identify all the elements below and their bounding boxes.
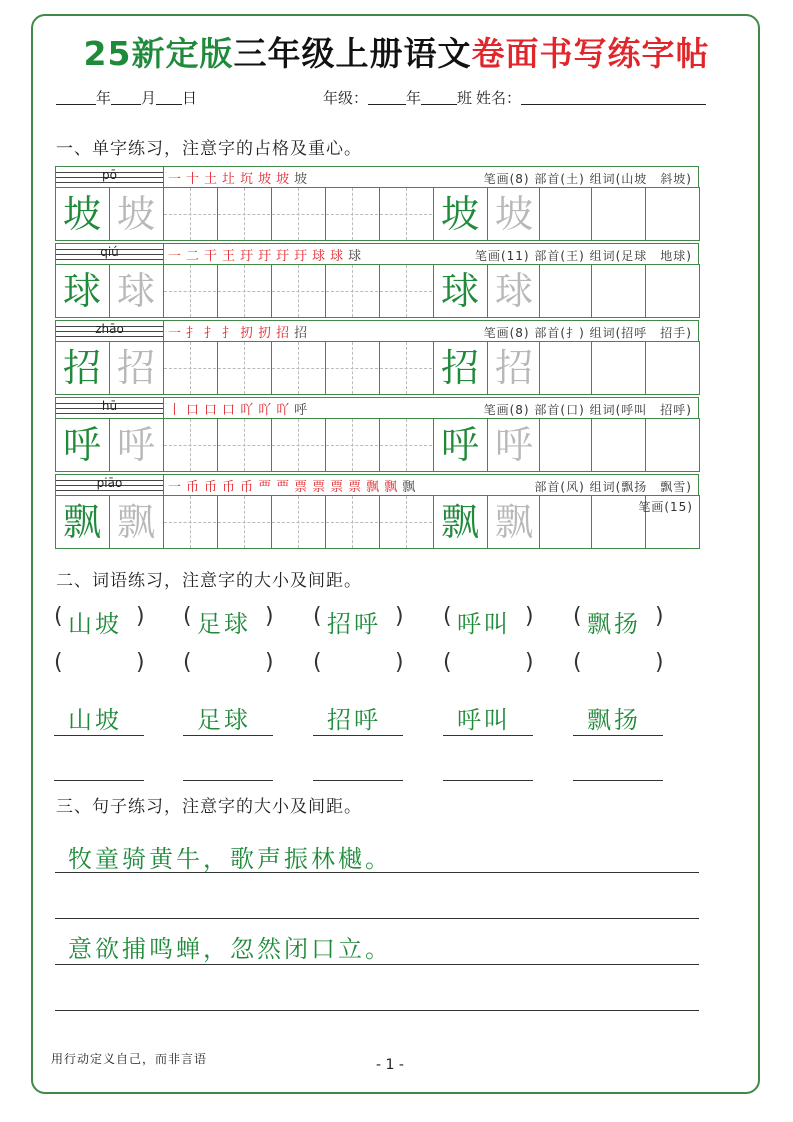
word-list: 组词(呼叫 招呼) <box>589 403 692 417</box>
practice-cell[interactable] <box>109 264 164 318</box>
practice-cell[interactable] <box>55 264 110 318</box>
sentence-1: 牧童骑黄牛，歌声振林樾。 <box>68 845 392 873</box>
stroke-order <box>168 245 366 264</box>
stroke-step: 招 <box>276 326 295 341</box>
date-field: 年 月 日 <box>56 87 197 108</box>
practice-cell[interactable] <box>379 495 434 549</box>
practice-cell[interactable] <box>591 418 646 472</box>
practice-cell[interactable] <box>433 187 488 241</box>
stroke-step: 十 <box>186 172 205 187</box>
practice-cell[interactable] <box>271 187 326 241</box>
year-blank[interactable] <box>56 90 96 105</box>
practice-cells <box>55 495 699 549</box>
stroke-step: 币 <box>186 480 205 495</box>
stroke-order <box>168 476 420 495</box>
word-copy: 足球 <box>197 706 251 734</box>
pinyin-box <box>56 167 164 187</box>
pinyin: piāo <box>96 476 123 490</box>
stroke-step: 坈 <box>240 172 259 187</box>
stroke-count: 笔画(15) <box>638 500 693 514</box>
practice-cell[interactable] <box>109 187 164 241</box>
stroke-step: 币 <box>222 480 241 495</box>
pinyin: qiú <box>100 245 119 259</box>
trace-char: 飘 <box>494 500 533 544</box>
section-2-heading: 二、词语练习，注意字的大小及间距。 <box>56 571 362 591</box>
practice-cell[interactable] <box>487 418 540 472</box>
practice-cell[interactable] <box>271 341 326 395</box>
paren-open: ( <box>183 604 192 629</box>
radical: 部首(扌) <box>534 326 585 340</box>
stroke-order <box>168 322 312 341</box>
paren-close: ) <box>136 604 145 629</box>
stroke-step: 扨 <box>258 326 277 341</box>
practice-cell[interactable] <box>379 341 434 395</box>
paren-open: ( <box>313 604 322 629</box>
stroke-step: 覀 <box>276 480 295 495</box>
stroke-step: 票 <box>348 480 367 495</box>
practice-cell[interactable] <box>325 418 380 472</box>
paren-close[interactable]: ) <box>136 650 145 675</box>
sentence-2: 意欲捕鸣蝉，忽然闭口立。 <box>68 935 392 963</box>
stroke-order <box>168 399 312 418</box>
practice-cell[interactable] <box>217 341 272 395</box>
practice-cell[interactable] <box>217 187 272 241</box>
model-char: 坡 <box>62 192 101 236</box>
pinyin: zhāo <box>95 322 124 336</box>
stroke-step: 吖 <box>276 403 295 418</box>
stroke-step: 二 <box>186 249 205 264</box>
practice-cells <box>55 341 699 395</box>
pinyin: hū <box>101 399 118 413</box>
trace-char: 招 <box>494 346 533 390</box>
stroke-step: 坡 <box>258 172 277 187</box>
practice-cell[interactable] <box>591 187 646 241</box>
footer-motto: 用行动定义自己，而非言语 <box>51 1052 208 1066</box>
stroke-count: 笔画(8) <box>483 403 530 417</box>
trace-char: 坡 <box>494 192 533 236</box>
word-line[interactable] <box>443 780 533 781</box>
stroke-step: 飘 <box>366 480 385 495</box>
practice-cell[interactable] <box>325 341 380 395</box>
sentence-line[interactable] <box>55 1010 699 1011</box>
grade-field: 年级： 年 班 姓名： <box>323 87 706 108</box>
char-row-header <box>55 243 699 265</box>
word-copy: 招呼 <box>327 706 381 734</box>
paren-close[interactable]: ) <box>655 650 664 675</box>
word-line[interactable] <box>573 735 663 736</box>
paren-open: ( <box>443 650 452 675</box>
stroke-step: 币 <box>240 480 259 495</box>
trace-char: 飘 <box>116 500 155 544</box>
practice-cell[interactable] <box>55 341 110 395</box>
practice-cell[interactable] <box>109 495 164 549</box>
practice-cell[interactable] <box>217 264 272 318</box>
practice-cell[interactable] <box>163 418 218 472</box>
stroke-step: 口 <box>186 403 205 418</box>
stroke-count: 笔画(11) <box>474 249 530 263</box>
practice-cells <box>55 264 699 318</box>
practice-cell[interactable] <box>109 341 164 395</box>
stroke-step: 扌 <box>186 326 205 341</box>
name-blank[interactable] <box>521 90 706 105</box>
stroke-step: 玗 <box>258 249 277 264</box>
model-char: 呼 <box>62 423 101 467</box>
practice-cell[interactable] <box>539 187 592 241</box>
section-3-heading: 三、句子练习，注意字的大小及间距。 <box>56 797 362 817</box>
model-char: 球 <box>440 269 479 313</box>
word-line[interactable] <box>54 735 144 736</box>
sentence-line[interactable] <box>55 872 699 873</box>
pinyin-box <box>56 398 164 418</box>
practice-cell[interactable] <box>433 495 488 549</box>
practice-cell[interactable] <box>55 418 110 472</box>
pinyin-box <box>56 244 164 264</box>
practice-cell[interactable] <box>271 264 326 318</box>
stroke-step: 招 <box>294 326 313 341</box>
practice-cell[interactable] <box>645 341 700 395</box>
practice-cell[interactable] <box>55 187 110 241</box>
char-row-header <box>55 474 699 496</box>
sentence-line[interactable] <box>55 918 699 919</box>
stroke-step: 丨 <box>168 403 187 418</box>
char-meta <box>484 401 692 418</box>
stroke-step: 一 <box>168 249 187 264</box>
radical: 部首(口) <box>534 403 585 417</box>
practice-cell[interactable] <box>487 495 540 549</box>
char-meta <box>484 324 692 341</box>
stroke-step: 票 <box>312 480 331 495</box>
model-char: 飘 <box>440 500 479 544</box>
stroke-step: 扨 <box>240 326 259 341</box>
stroke-step: 球 <box>348 249 367 264</box>
char-meta <box>534 478 692 495</box>
practice-cell[interactable] <box>379 187 434 241</box>
trace-char: 球 <box>116 269 155 313</box>
title-subject: 卷面书写练字帖 <box>471 34 710 73</box>
practice-cell[interactable] <box>271 418 326 472</box>
radical: 部首(风) <box>534 480 585 494</box>
char-row-header <box>55 397 699 419</box>
paren-close[interactable]: ) <box>525 650 534 675</box>
char-meta <box>475 247 692 264</box>
stroke-step: 口 <box>204 403 223 418</box>
paren-open: ( <box>54 604 63 629</box>
word-list: 组词(招呼 招手) <box>589 326 692 340</box>
stroke-step: 扌 <box>222 326 241 341</box>
page-number: - 1 - <box>376 1057 404 1073</box>
stroke-step: 一 <box>168 480 187 495</box>
paren-close: ) <box>655 604 664 629</box>
practice-cell[interactable] <box>379 418 434 472</box>
stroke-step: 币 <box>204 480 223 495</box>
word-line[interactable] <box>183 780 273 781</box>
practice-cell[interactable] <box>163 187 218 241</box>
section-1-heading: 一、单字练习，注意字的占格及重心。 <box>56 139 362 159</box>
stroke-step: 土 <box>204 172 223 187</box>
practice-cell[interactable] <box>433 418 488 472</box>
title-edition: 25新定版 <box>83 34 234 73</box>
practice-cell[interactable] <box>325 495 380 549</box>
practice-cell[interactable] <box>487 264 540 318</box>
practice-cell[interactable] <box>109 418 164 472</box>
practice-cell[interactable] <box>217 418 272 472</box>
practice-cell[interactable] <box>539 264 592 318</box>
stroke-order <box>168 168 312 187</box>
paren-close[interactable]: ) <box>265 650 274 675</box>
stroke-step: 圵 <box>222 172 241 187</box>
word-model: 飘扬 <box>587 610 641 638</box>
word-list: 组词(山坡 斜坡) <box>589 172 692 186</box>
trace-char: 招 <box>116 346 155 390</box>
paren-open: ( <box>54 650 63 675</box>
practice-cell[interactable] <box>539 495 592 549</box>
stroke-step: 王 <box>222 249 241 264</box>
practice-cell[interactable] <box>163 495 218 549</box>
trace-char: 球 <box>494 269 533 313</box>
trace-char: 坡 <box>116 192 155 236</box>
stroke-step: 一 <box>168 326 187 341</box>
page-title <box>0 28 793 75</box>
word-line[interactable] <box>313 735 403 736</box>
char-row-header <box>55 166 699 188</box>
stroke-step: 票 <box>330 480 349 495</box>
word-line[interactable] <box>573 780 663 781</box>
stroke-step: 吖 <box>240 403 259 418</box>
practice-cell[interactable] <box>325 264 380 318</box>
practice-cell[interactable] <box>487 187 540 241</box>
paren-open: ( <box>183 650 192 675</box>
practice-cell[interactable] <box>379 264 434 318</box>
practice-cells <box>55 418 699 472</box>
paren-close: ) <box>265 604 274 629</box>
model-char: 飘 <box>62 500 101 544</box>
word-line[interactable] <box>183 735 273 736</box>
word-model: 山坡 <box>68 610 122 638</box>
paren-close: ) <box>395 604 404 629</box>
practice-cell[interactable] <box>539 418 592 472</box>
word-line[interactable] <box>313 780 403 781</box>
radical: 部首(王) <box>534 249 585 263</box>
practice-cells <box>55 187 699 241</box>
practice-cell[interactable] <box>539 341 592 395</box>
model-char: 呼 <box>440 423 479 467</box>
pinyin-box <box>56 475 164 495</box>
stroke-step: 坡 <box>276 172 295 187</box>
stroke-step: 票 <box>294 480 313 495</box>
stroke-step: 一 <box>168 172 187 187</box>
model-char: 招 <box>62 346 101 390</box>
grade-blank[interactable] <box>368 90 406 105</box>
stroke-step: 玗 <box>276 249 295 264</box>
stroke-step: 球 <box>330 249 349 264</box>
stroke-step: 玗 <box>294 249 313 264</box>
stroke-step: 球 <box>312 249 331 264</box>
practice-cell[interactable] <box>591 264 646 318</box>
practice-cell[interactable] <box>163 264 218 318</box>
paren-open: ( <box>573 650 582 675</box>
word-copy: 飘扬 <box>587 706 641 734</box>
paren-close[interactable]: ) <box>395 650 404 675</box>
stroke-step: 玗 <box>240 249 259 264</box>
stroke-count: 笔画(8) <box>483 172 530 186</box>
practice-cell[interactable] <box>325 187 380 241</box>
word-list: 组词(飘扬 飘雪) <box>589 480 692 494</box>
title-grade: 三年级上册语文 <box>233 34 472 73</box>
paren-open: ( <box>573 604 582 629</box>
stroke-step: 吖 <box>258 403 277 418</box>
stroke-step: 覀 <box>258 480 277 495</box>
model-char: 球 <box>62 269 101 313</box>
paren-open: ( <box>443 604 452 629</box>
practice-cell[interactable] <box>433 264 488 318</box>
model-char: 招 <box>440 346 479 390</box>
paren-open: ( <box>313 650 322 675</box>
stroke-step: 飘 <box>402 480 421 495</box>
char-row-header <box>55 320 699 342</box>
practice-cell[interactable] <box>645 264 700 318</box>
word-model: 呼叫 <box>457 610 511 638</box>
word-copy: 呼叫 <box>457 706 511 734</box>
word-list: 组词(足球 地球) <box>589 249 692 263</box>
practice-cell[interactable] <box>55 495 110 549</box>
practice-cell[interactable] <box>645 418 700 472</box>
practice-cell[interactable] <box>163 341 218 395</box>
practice-cell[interactable] <box>591 341 646 395</box>
stroke-step: 干 <box>204 249 223 264</box>
stroke-step: 飘 <box>384 480 403 495</box>
practice-cell[interactable] <box>645 187 700 241</box>
paren-close: ) <box>525 604 534 629</box>
day-blank[interactable] <box>156 90 182 105</box>
word-copy: 山坡 <box>68 706 122 734</box>
stroke-step: 呼 <box>294 403 313 418</box>
practice-cell[interactable] <box>271 495 326 549</box>
word-line[interactable] <box>443 735 533 736</box>
pinyin-box <box>56 321 164 341</box>
trace-char: 呼 <box>494 423 533 467</box>
trace-char: 呼 <box>116 423 155 467</box>
practice-cell[interactable] <box>487 341 540 395</box>
practice-cell[interactable] <box>433 341 488 395</box>
word-line[interactable] <box>54 780 144 781</box>
stroke-step: 扌 <box>204 326 223 341</box>
radical: 部首(土) <box>534 172 585 186</box>
stroke-step: 口 <box>222 403 241 418</box>
pinyin: pō <box>102 168 117 182</box>
word-model: 足球 <box>197 610 251 638</box>
practice-cell[interactable] <box>217 495 272 549</box>
word-model: 招呼 <box>327 610 381 638</box>
month-blank[interactable] <box>111 90 141 105</box>
stroke-step: 坡 <box>294 172 313 187</box>
char-meta <box>484 170 692 187</box>
sentence-line[interactable] <box>55 964 699 965</box>
stroke-count: 笔画(8) <box>483 326 530 340</box>
model-char: 坡 <box>440 192 479 236</box>
class-blank[interactable] <box>421 90 457 105</box>
